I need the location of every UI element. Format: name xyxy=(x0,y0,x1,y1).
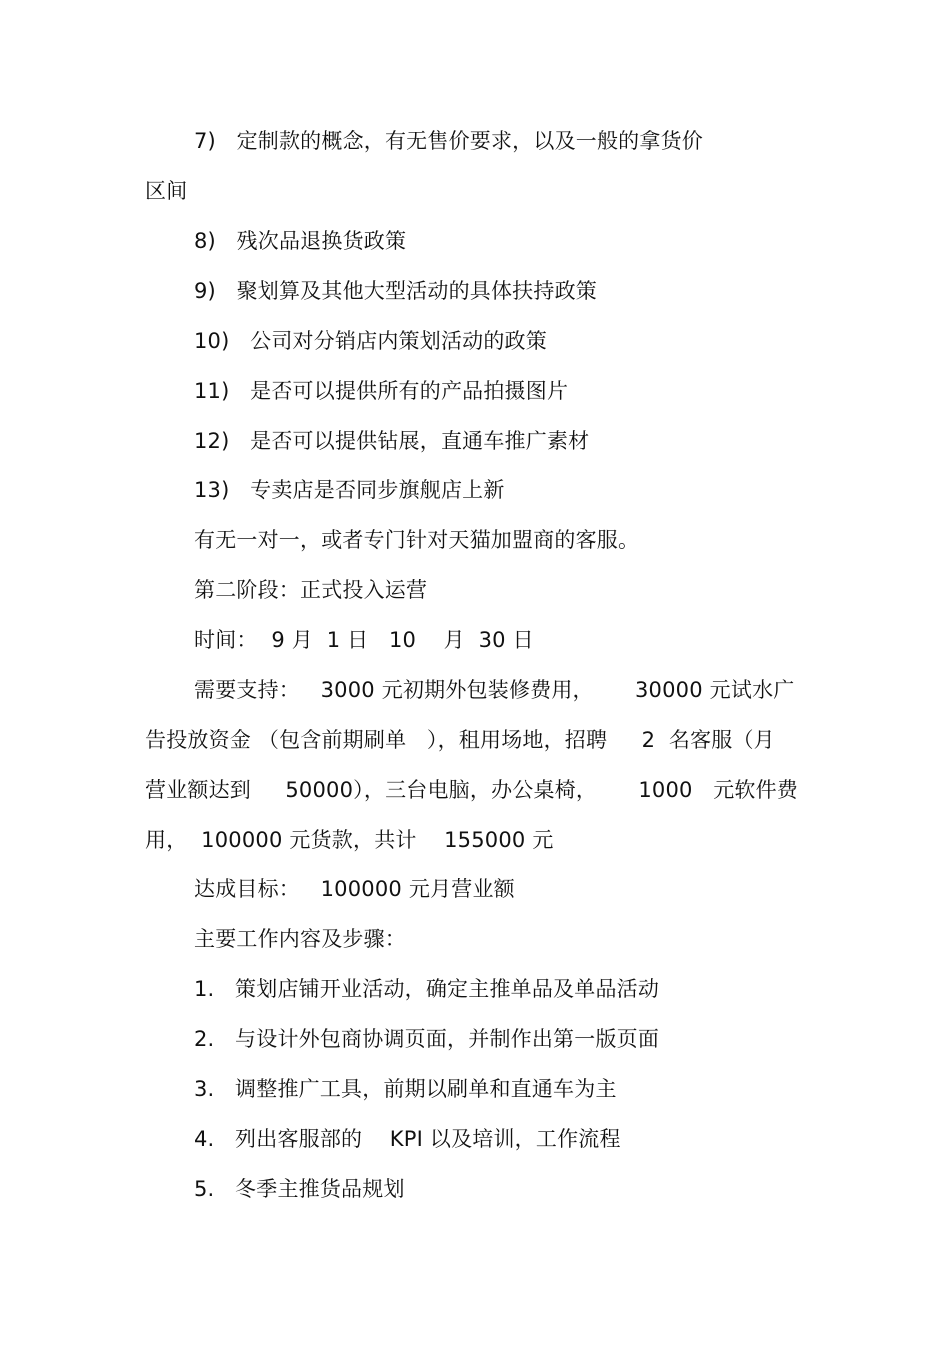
paragraph-support-line-3: 营业额达到 50000），三台电脑，办公桌椅， 1000 元软件费 xyxy=(145,778,798,802)
paragraph-support-line-1: 需要支持： 3000 元初期外包装修费用， 30000 元试水广 xyxy=(194,678,795,702)
list-item-11: 11) 是否可以提供所有的产品拍摄图片 xyxy=(194,379,569,403)
list-item-7: 7) 定制款的概念，有无售价要求，以及一般的拿货价 xyxy=(194,129,703,153)
step-item-1: 1. 策划店铺开业活动，确定主推单品及单品活动 xyxy=(194,977,660,1001)
paragraph-customer-service: 有无一对一，或者专门针对天猫加盟商的客服。 xyxy=(194,528,640,552)
paragraph-support-line-4: 用， 100000 元货款，共计 155000 元 xyxy=(145,828,554,852)
step-item-3: 3. 调整推广工具，前期以刷单和直通车为主 xyxy=(194,1077,617,1101)
paragraph-time: 时间： 9 月 1 日 10 月 30 日 xyxy=(194,628,534,652)
step-item-4: 4. 列出客服部的 KPI 以及培训，工作流程 xyxy=(194,1127,621,1151)
list-item-12: 12) 是否可以提供钻展，直通车推广素材 xyxy=(194,429,590,453)
step-item-5: 5. 冬季主推货品规划 xyxy=(194,1177,405,1201)
list-item-10: 10) 公司对分销店内策划活动的政策 xyxy=(194,329,547,353)
list-item-9: 9) 聚划算及其他大型活动的具体扶持政策 xyxy=(194,279,597,303)
step-item-2: 2. 与设计外包商协调页面，并制作出第一版页面 xyxy=(194,1027,660,1051)
paragraph-target: 达成目标： 100000 元月营业额 xyxy=(194,877,515,901)
paragraph-main-work-heading: 主要工作内容及步骤： xyxy=(194,927,406,951)
paragraph-support-line-2: 告投放资金 （包含前期刷单 ），租用场地，招聘 2 名客服（月 xyxy=(145,728,775,752)
list-item-7-continuation: 区间 xyxy=(145,179,188,203)
list-item-13: 13) 专卖店是否同步旗舰店上新 xyxy=(194,478,505,502)
list-item-8: 8) 残次品退换货政策 xyxy=(194,229,407,253)
section-heading-stage-two: 第二阶段：正式投入运营 xyxy=(194,578,428,602)
